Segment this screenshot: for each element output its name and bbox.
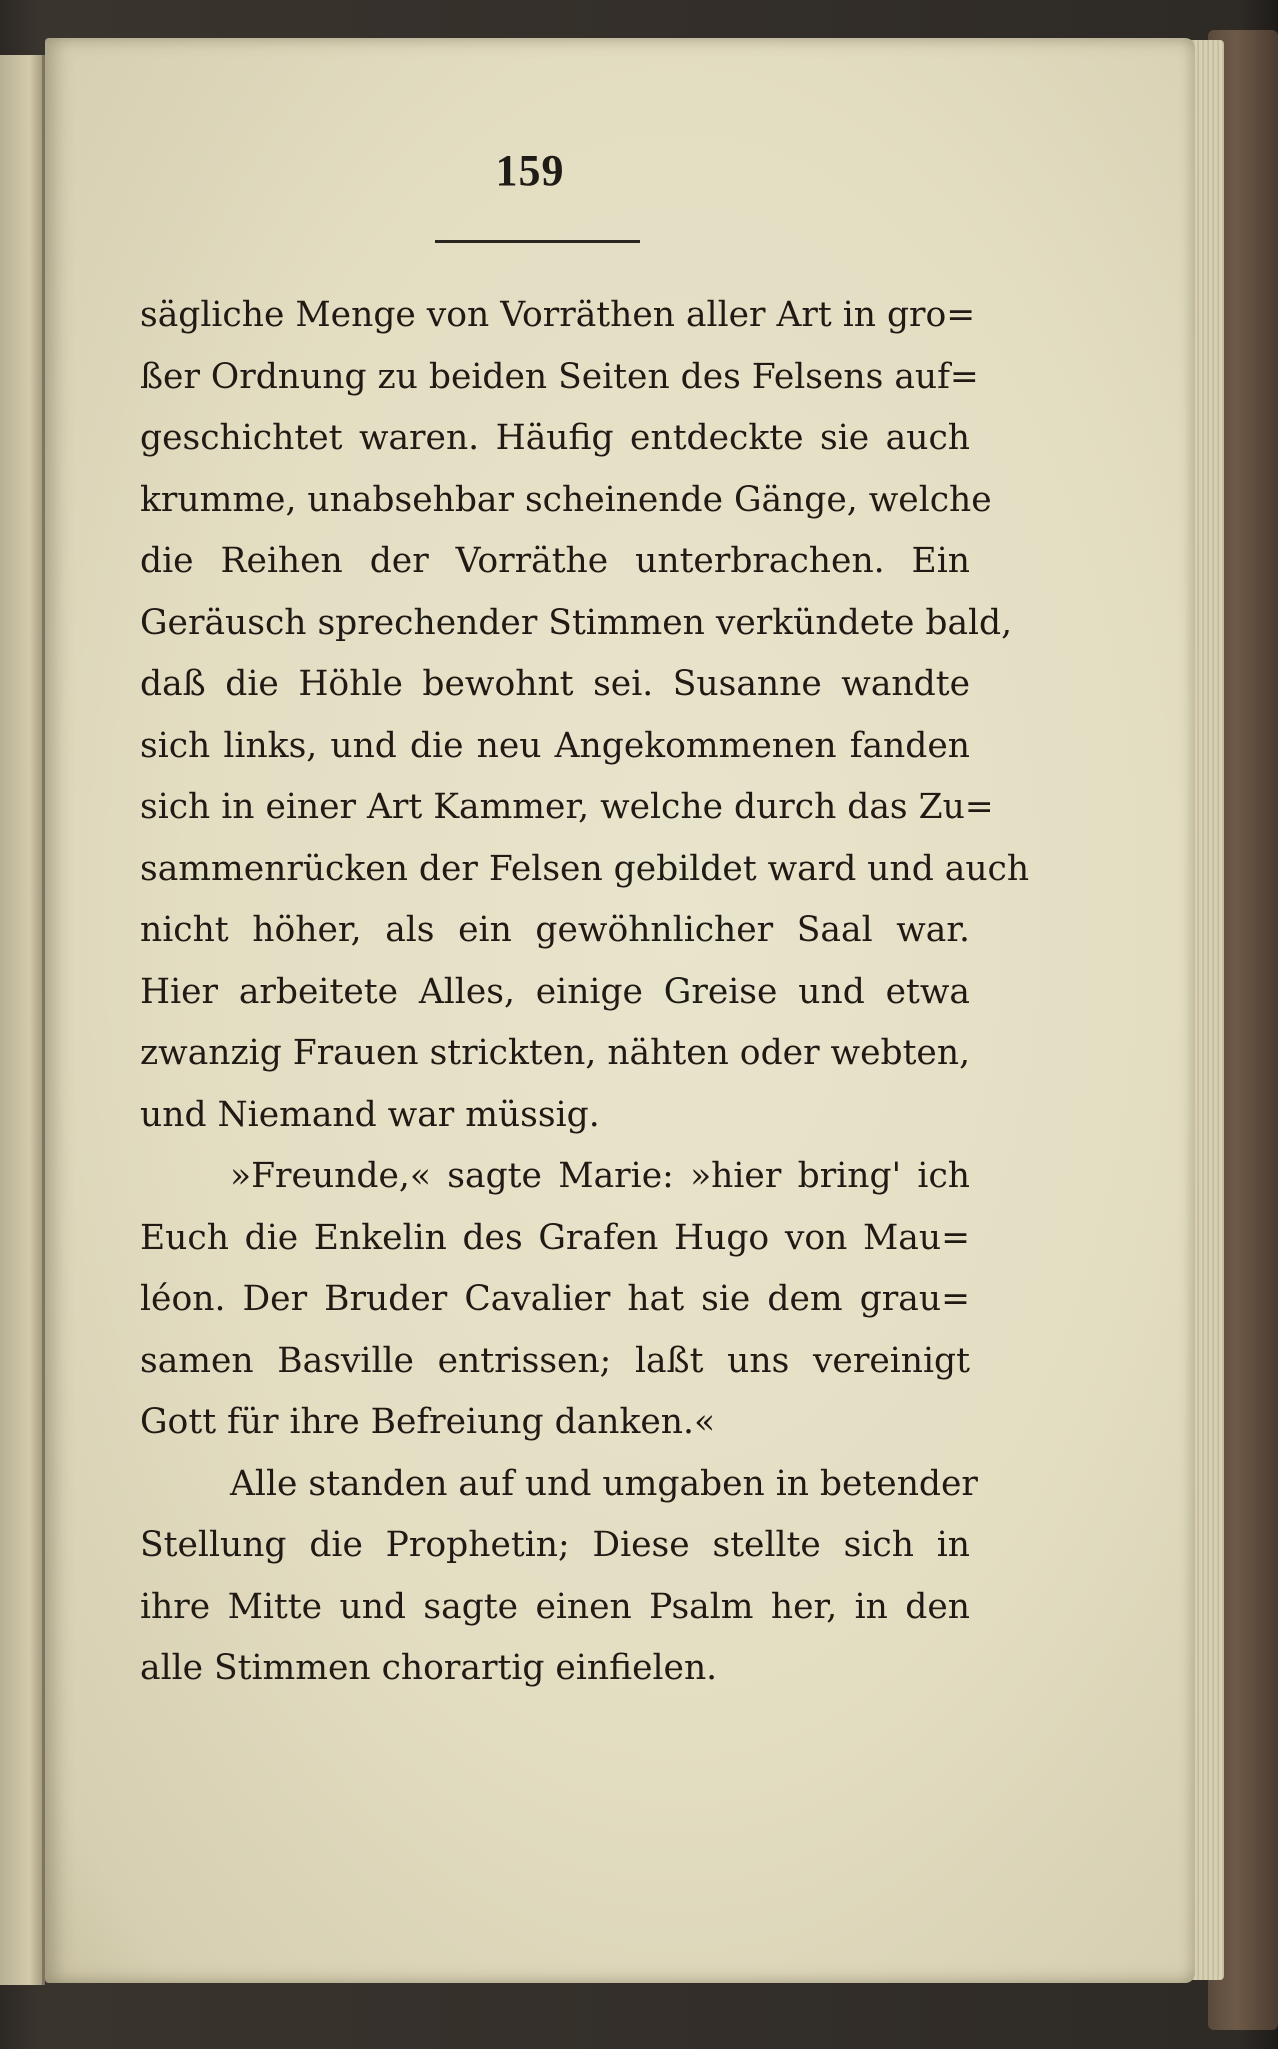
text-line: Geräusch sprechender Stimmen verkündete bald, [140,602,1013,643]
text-line: krumme, unabsehbar scheinende Gänge, welche [140,479,992,520]
text-line: léon. Der Bruder Cavalier hat sie dem grau= [140,1279,970,1319]
text-line: Hier arbeitete Alles, einige Greise und etwa [140,971,970,1012]
text-line: Stellung die Prophetin; Diese stellte sich in [140,1525,970,1565]
body-text [140,285,1030,1700]
text-line: sägliche Menge von Vorräthen aller Art in gro= [140,295,976,335]
text-line: samen Basville entrissen; laßt uns vereinigt [140,1340,970,1381]
text-line: sich in einer Art Kammer, welche durch das Zu= [140,787,994,827]
text-line: ßer Ordnung zu beiden Seiten des Felsens auf= [140,356,979,397]
text-line: Alle standen auf und umgaben in betender [230,1463,978,1504]
text-line: Gott für ihre Befreiung danken.« [140,1402,716,1442]
facing-page-edge [0,55,45,1985]
text-line: daß die Höhle bewohnt sei. Susanne wandte [140,664,970,704]
text-line: ihre Mitte und sagte einen Psalm her, in den [140,1586,970,1627]
text-line: sammenrücken der Felsen gebildet ward und auch [140,848,1030,889]
text-line: die Reihen der Vorräthe unterbrachen. Ein [140,541,970,581]
text-line: »Freunde,« sagte Marie: »hier bring' ich [230,1156,970,1196]
header-rule [435,240,640,243]
text-line: und Niemand war müssig. [140,1094,600,1135]
text-line: zwanzig Frauen strickten, nähten oder webten, [140,1033,971,1073]
text-line: Euch die Enkelin des Grafen Hugo von Mau= [140,1217,970,1258]
text-line: nicht höher, als ein gewöhnlicher Saal war. [140,910,970,950]
text-line: alle Stimmen chorartig einfielen. [140,1648,718,1688]
page-number: 159 [495,146,565,195]
text-line: geschichtet waren. Häufig entdeckte sie auch [140,418,970,458]
text-line: sich links, und die neu Angekommenen fanden [140,725,970,766]
